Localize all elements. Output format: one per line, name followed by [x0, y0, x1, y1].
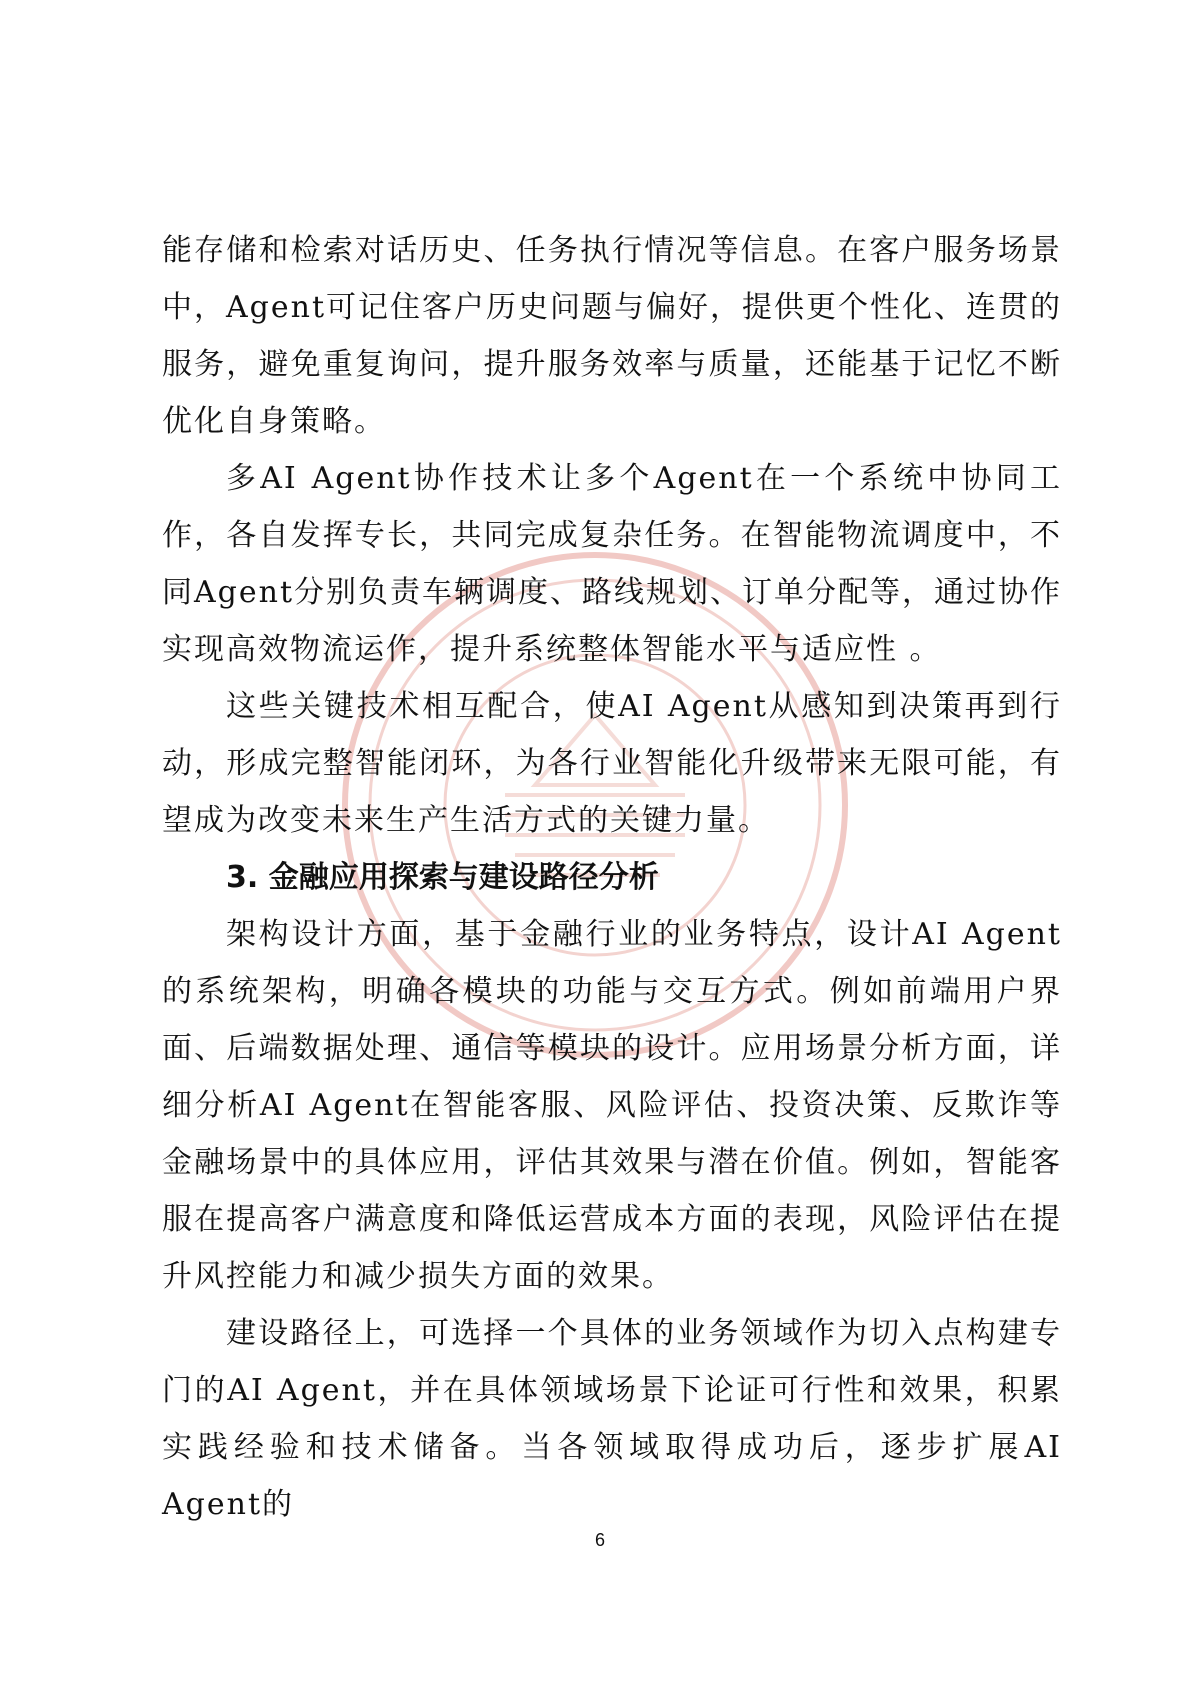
paragraph-multi-agent: 多AI Agent协作技术让多个Agent在一个系统中协同工作，各自发挥专长，共同完成复杂任务。在智能物流调度中，不同Agent分别负责车辆调度、路线规划、订单分配等，通过协作实现高效物流运作，提升系统整体智能水平与适应性 。 [162, 461, 1062, 667]
section-heading: 3. 金融应用探索与建设路径分析 [226, 860, 659, 895]
page-number: 6 [594, 1530, 605, 1550]
paragraph-architecture: 架构设计方面，基于金融行业的业务特点，设计AI Agent的系统架构，明确各模块的功能与交互方式。例如前端用户界面、后端数据处理、通信等模块的设计。应用场景分析方面，详细分析AI Agent在智能客服、风险评估、投资决策、反欺诈等金融场景中的具体应用，评估其效果与潜在价值。例如，智能客服在提高客户满意度和降低运营成本方面的表现，风险评估在提升风控能力和减少损失方面的效果。 [162, 917, 1062, 1294]
paragraph-key-tech: 这些关键技术相互配合，使AI Agent从感知到决策再到行动，形成完整智能闭环，为各行业智能化升级带来无限可能，有望成为改变未来生产生活方式的关键力量。 [162, 689, 1062, 838]
document-body [162, 222, 1062, 1533]
paragraph-construction-path: 建设路径上，可选择一个具体的业务领域作为切入点构建专门的AI Agent，并在具体领域场景下论证可行性和效果，积累实践经验和技术储备。当各领域取得成功后，逐步扩展AI Agent的 [162, 1316, 1062, 1522]
paragraph-memory: 能存储和检索对话历史、任务执行情况等信息。在客户服务场景中，Agent可记住客户历史问题与偏好，提供更个性化、连贯的服务，避免重复询问，提升服务效率与质量，还能基于记忆不断优化自身策略。 [162, 233, 1062, 439]
